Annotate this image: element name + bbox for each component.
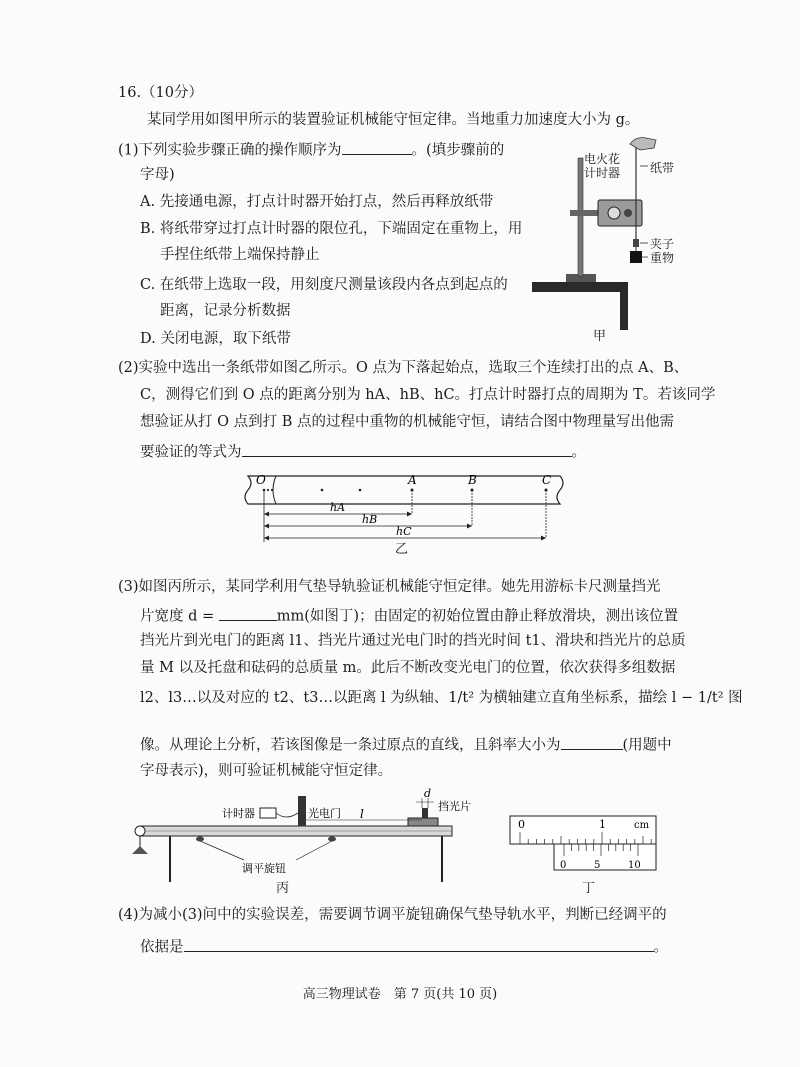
question-intro: 某同学用如图甲所示的装置验证机械能守恒定律。当地重力加速度大小为 g。 [147,112,640,128]
part1-stem-cont: 字母) [140,167,175,183]
tape-outline [245,476,563,504]
part2-line3: 想验证从打 O 点到打 B 点的过程中重物的机械能守恒，请结合图中物理量写出他需 [140,414,674,430]
step-c-cont: 距离，记录分析数据 [160,303,291,319]
part2-line2: C，测得它们到 O 点的距离分别为 hA、hB、hC。打点计时器打点的周期为 T。若该同学 [140,387,716,403]
label-o: O [256,473,266,487]
part4-line1: (4)为减小(3)问中的实验误差，需要调节调平旋钮确保气垫导轨水平，判断已经调平的 [118,907,667,923]
part3-line1: (3)如图丙所示，某同学利用气垫导轨验证机械能守恒定律。她先用游标卡尺测量挡光 [118,579,661,595]
knob-left [196,837,204,842]
table-leg [620,282,628,330]
part3-line7: 字母表示)，则可验证机械能守恒定律。 [140,763,393,779]
caption-yi: 乙 [395,542,409,557]
label-spark-timer: 电火花 计时器 [584,152,621,181]
figure-ding [508,812,660,878]
part3-line3: 挡光片到光电门的距离 l1、挡光片通过光电门时的挡光时间 t1、滑块和挡光片的总质 [140,633,686,649]
main-0: 0 [518,818,525,831]
label-c: C [542,473,552,487]
main-1: 1 [599,818,606,831]
step-d: D. 关闭电源，取下纸带 [140,331,291,347]
vernier-0: 0 [560,860,567,871]
table-top [532,282,628,292]
part3-line2: 片宽度 d = mm(如图丁)；由固定的初始位置由静止释放滑块，测出该位置 [140,605,678,627]
vernier-5: 5 [594,860,601,871]
part2-line4: 要验证的等式为 。 [140,441,586,463]
step-b-cont: 手捏住纸带上端保持静止 [160,247,320,263]
label-weight: 重物 [650,251,675,265]
caption-jia: 甲 [593,329,607,344]
caption-bing: 丙 [276,881,290,896]
label-shade: 挡光片 [438,800,471,813]
vernier-10: 10 [628,860,641,871]
pulley [135,826,145,836]
part3-line6: 像。从理论上分析，若该图像是一条过原点的直线，且斜率大小为 (用题中 [140,734,672,756]
stand-rod [578,158,583,276]
label-a: A [408,473,417,487]
question-number: 16.（10分） [118,85,204,101]
step-b: B. 将纸带穿过打点计时器的限位孔，下端固定在重物上，用 [140,221,523,237]
label-photogate: 光电门 [308,807,341,820]
part3-line4: 量 M 以及托盘和砝码的总质量 m。此后不断改变光电门的位置，依次获得多组数据 [140,660,676,676]
answer-blank-4[interactable] [561,734,623,750]
clip [633,239,639,247]
step-a: A. 先接通电源，打点计时器开始打点，然后再释放纸带 [140,194,494,210]
label-clip: 夹子 [650,237,675,251]
answer-blank-5[interactable] [184,936,654,952]
figure-yi [238,470,578,552]
clamp-arm [570,210,600,216]
unit-cm: cm [634,820,650,831]
tray [132,846,148,854]
answer-blank-2[interactable] [242,441,572,457]
weight [630,251,642,263]
label-l: l [360,807,364,821]
photogate [298,796,306,826]
step-c: C. 在纸带上选取一段，用刻度尺测量该段内各点到起点的 [140,277,508,293]
label-d: d [424,787,432,800]
label-b: B [468,473,477,487]
label-ha: hA [330,501,346,514]
caption-ding: 丁 [582,881,596,896]
slider [408,818,438,826]
figure-bing [126,787,471,890]
label-hc: hC [396,525,412,538]
knob-right [328,837,336,842]
label-timer: 计时器 [222,807,255,820]
part1-stem: (1)下列实验步骤正确的操作顺序为 。(填步骤前的 [118,139,504,161]
label-tape: 纸带 [650,161,675,175]
page-footer: 高三物理试卷 第 7 页(共 10 页) [302,987,498,1002]
label-knob: 调平旋钮 [242,862,286,875]
answer-blank-3[interactable] [219,605,277,621]
part2-line1: (2)实验中选出一条纸带如图乙所示。O 点为下落起始点，选取三个连续打出的点 A、B、 [118,360,689,376]
hand [630,138,656,150]
part3-line5: l2、l3…以及对应的 t2、t3…以距离 l 为纵轴、1/t² 为横轴建立直角坐标系，描绘 l − 1/t² 图 [140,690,743,706]
shade-plate [422,808,428,818]
part4-line2: 依据是 。 [140,936,668,958]
label-hb: hB [362,513,378,526]
answer-blank-1[interactable] [342,139,412,155]
timer-box [260,808,276,818]
